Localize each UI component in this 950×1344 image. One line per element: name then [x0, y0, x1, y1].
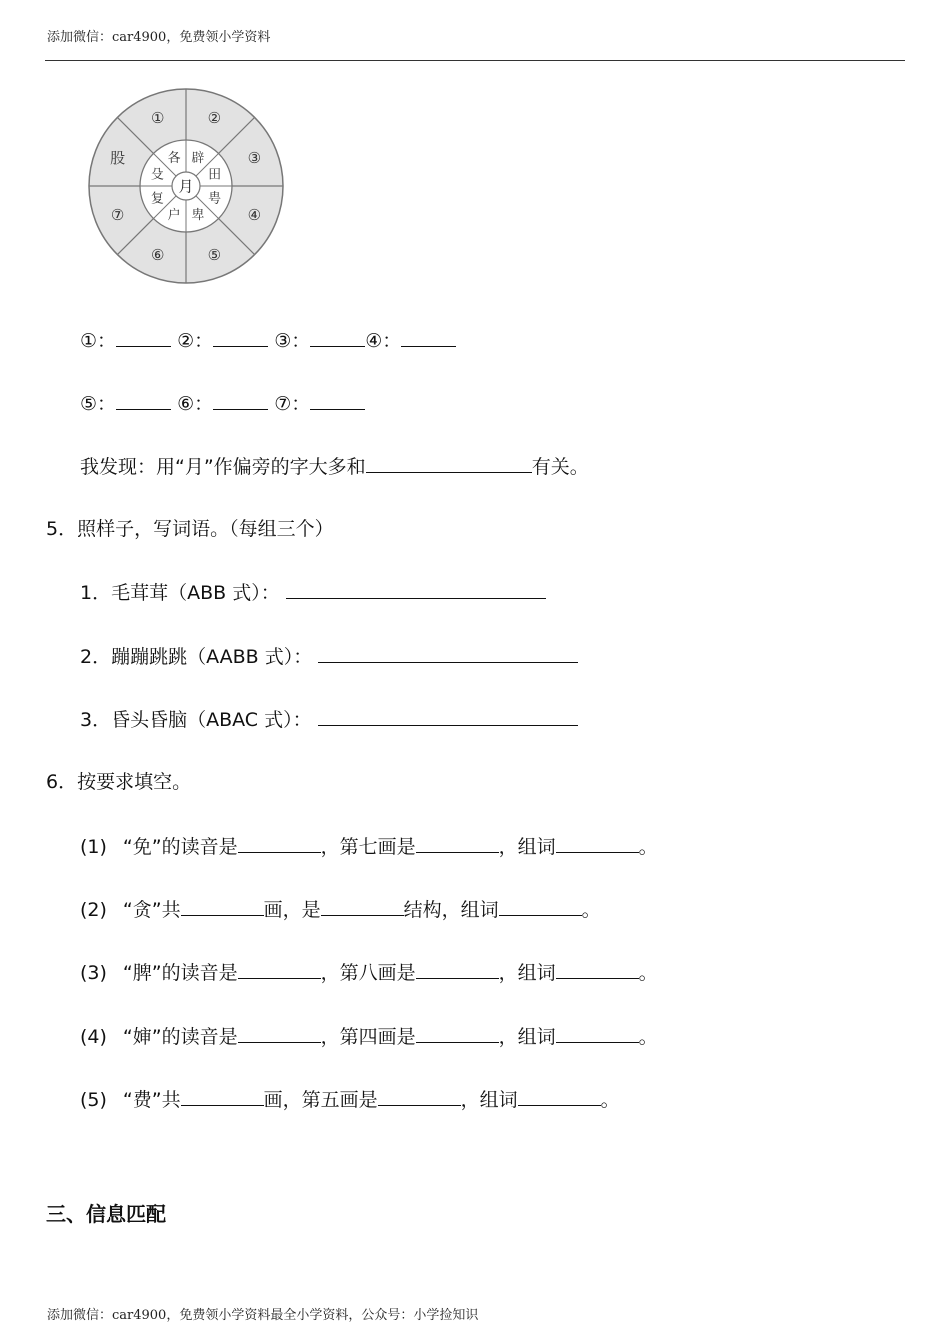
- wheel-outer-label-7: ⑦: [110, 205, 125, 224]
- wheel-inner-char-2: 辟: [191, 150, 205, 166]
- q4-blank-3[interactable]: [310, 328, 365, 347]
- q4-label-1: ①：: [80, 330, 117, 352]
- q6-item-3: [80, 960, 658, 985]
- wheel-outer-label-5: ⑤: [207, 245, 222, 264]
- q6-item-3-text-3: ，组词: [498, 962, 556, 984]
- wheel-inner-char-8: 殳: [150, 167, 164, 183]
- q6-item-5-num: (5): [80, 1089, 107, 1111]
- q4-discovery-line: [80, 454, 589, 479]
- wheel-outer-label-2: ②: [207, 109, 222, 128]
- wheel-outer-label-3: ③: [247, 149, 262, 168]
- wheel-inner-char-3: 田: [208, 167, 222, 183]
- q6-item-5-blank-1[interactable]: [181, 1087, 264, 1106]
- q6-item-2-blank-1[interactable]: [181, 897, 264, 916]
- wheel-inner-char-7: 复: [150, 191, 164, 207]
- q4-answer-row-1: [80, 328, 456, 353]
- q5-item-3-blank[interactable]: [318, 707, 578, 726]
- q6-item-5-text-2: 画，第五画是: [263, 1089, 378, 1111]
- q5-item-2-blank[interactable]: [318, 644, 578, 663]
- page-header: 添加微信：car4900，免费领小学资料: [47, 30, 271, 45]
- q6-item-4-text-3: ，组词: [498, 1026, 556, 1048]
- header-divider: [45, 60, 905, 61]
- q4-label-4: ④：: [365, 330, 402, 352]
- q6-item-3-end: 。: [638, 962, 658, 984]
- wheel-outer-label-6: ⑥: [150, 245, 165, 264]
- q4-blank-1[interactable]: [116, 328, 171, 347]
- q6-item-4-num: (4): [80, 1026, 107, 1048]
- wheel-outer-label-1: ①: [150, 109, 165, 128]
- q5-title: 5．照样子，写词语。（每组三个）: [46, 518, 334, 540]
- q6-item-1-blank-3[interactable]: [556, 834, 639, 853]
- q5-item-3: [80, 707, 578, 732]
- q4-blank-2[interactable]: [213, 328, 268, 347]
- q6-item-2-end: 。: [581, 899, 601, 921]
- q6-item-1-blank-2[interactable]: [416, 834, 499, 853]
- q6-item-1-text-2: ，第七画是: [320, 836, 416, 858]
- q4-label-7: ⑦：: [274, 393, 311, 415]
- q6-item-3-text-2: ，第八画是: [320, 962, 416, 984]
- q4-discovery-prefix: 我发现：用“月”作偏旁的字大多和: [80, 456, 366, 478]
- q6-item-2: [80, 897, 601, 922]
- wheel-inner-char-4: 甹: [208, 191, 222, 207]
- q4-discovery-suffix: 有关。: [531, 456, 589, 478]
- q6-item-1-blank-1[interactable]: [238, 834, 321, 853]
- q5-item-1-label: 1．毛茸茸（ABB 式）：: [80, 582, 280, 604]
- q6-item-5-text-3: ，组词: [460, 1089, 518, 1111]
- q6-item-5-blank-2[interactable]: [378, 1087, 461, 1106]
- q6-item-4: [80, 1024, 658, 1049]
- q4-blank-5[interactable]: [116, 391, 171, 410]
- q6-item-1-text-3: ，组词: [498, 836, 556, 858]
- q6-item-1-text-1: “免”的读音是: [122, 836, 238, 858]
- q6-item-2-num: (2): [80, 899, 107, 921]
- q6-item-5: [80, 1087, 620, 1112]
- q4-blank-7[interactable]: [310, 391, 365, 410]
- q6-title: 6．按要求填空。: [46, 771, 192, 793]
- q4-blank-4[interactable]: [401, 328, 456, 347]
- q6-item-3-blank-2[interactable]: [416, 960, 499, 979]
- radical-wheel-diagram: [85, 85, 287, 287]
- wheel-inner-char-6: 户: [167, 208, 181, 224]
- q5-item-2-label: 2．蹦蹦跳跳（AABB 式）：: [80, 646, 313, 668]
- q5-item-1-blank[interactable]: [286, 580, 546, 599]
- q6-item-4-text-2: ，第四画是: [320, 1026, 416, 1048]
- q4-label-3: ③：: [274, 330, 311, 352]
- q6-item-1-end: 。: [638, 836, 658, 858]
- q6-item-3-num: (3): [80, 962, 107, 984]
- q6-item-5-blank-3[interactable]: [518, 1087, 601, 1106]
- q4-label-5: ⑤：: [80, 393, 117, 415]
- q6-item-2-text-2: 画，是: [263, 899, 321, 921]
- q4-discovery-blank[interactable]: [366, 454, 532, 473]
- q5-item-3-label: 3．昏头昏脑（ABAC 式）：: [80, 709, 312, 731]
- q6-item-5-end: 。: [600, 1089, 620, 1111]
- page-footer: 添加微信：car4900，免费领小学资料最全小学资料，公众号：小学捡知识: [47, 1308, 479, 1323]
- q4-blank-6[interactable]: [213, 391, 268, 410]
- q6-item-4-blank-1[interactable]: [238, 1024, 321, 1043]
- q6-item-4-blank-3[interactable]: [556, 1024, 639, 1043]
- q6-item-2-blank-2[interactable]: [321, 897, 404, 916]
- wheel-inner-char-5: 卑: [191, 208, 205, 224]
- q6-item-2-text-1: “贪”共: [122, 899, 181, 921]
- q6-item-2-text-3: 结构，组词: [403, 899, 499, 921]
- q5-item-1: [80, 580, 546, 605]
- wheel-outer-label-8: 股: [110, 149, 126, 168]
- q6-item-3-text-1: “脾”的读音是: [122, 962, 238, 984]
- q6-item-1-num: (1): [80, 836, 107, 858]
- q6-item-4-end: 。: [638, 1026, 658, 1048]
- q4-answer-row-2: [80, 391, 365, 416]
- q4-label-6: ⑥：: [177, 393, 214, 415]
- q4-label-2: ②：: [177, 330, 214, 352]
- q6-item-2-blank-3[interactable]: [499, 897, 582, 916]
- q6-item-3-blank-3[interactable]: [556, 960, 639, 979]
- q6-item-4-blank-2[interactable]: [416, 1024, 499, 1043]
- q5-item-2: [80, 644, 578, 669]
- wheel-inner-char-1: 各: [167, 150, 181, 166]
- q6-item-5-text-1: “费”共: [122, 1089, 181, 1111]
- wheel-center-char: 月: [178, 177, 194, 196]
- wheel-outer-label-4: ④: [247, 205, 262, 224]
- q6-item-3-blank-1[interactable]: [238, 960, 321, 979]
- q6-item-1: [80, 834, 658, 859]
- section-3-title: 三、信息匹配: [46, 1202, 166, 1226]
- q6-item-4-text-1: “婶”的读音是: [122, 1026, 238, 1048]
